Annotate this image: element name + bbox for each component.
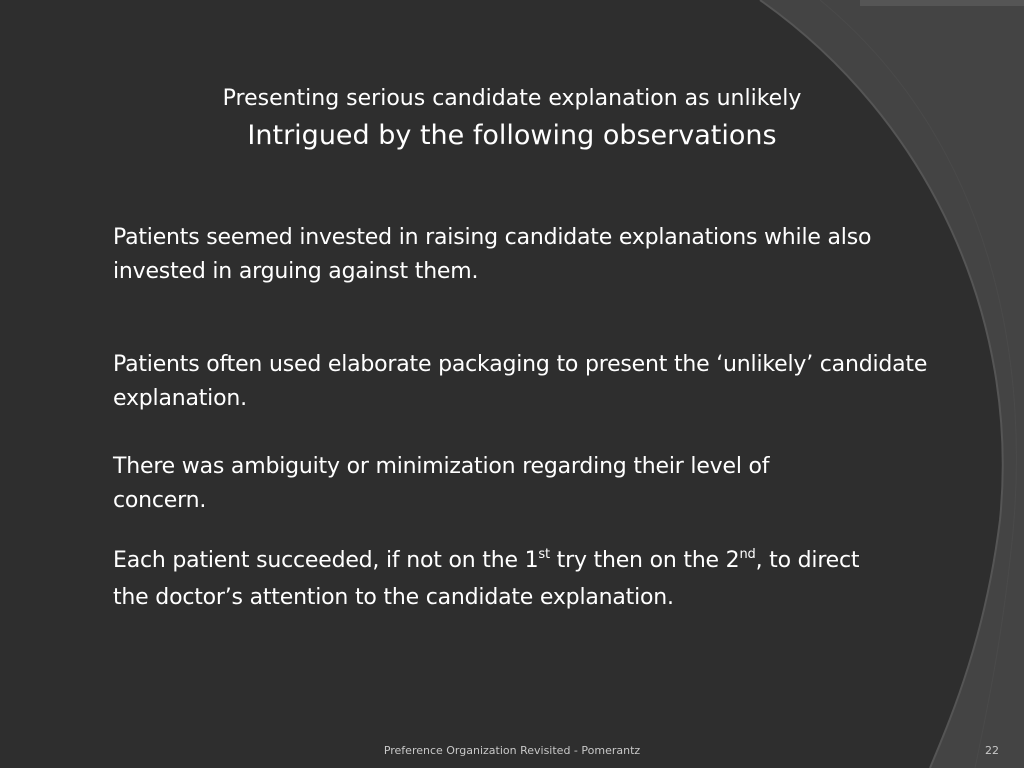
paragraph-4-text-part3: , to direct the doctor’s attention to the candidate explanation. [113,548,860,610]
observation-paragraph-2: Patients often used elaborate packaging to present the ‘unlikely’ candidate explanation. [113,352,928,411]
observation-paragraph-4 [113,544,873,615]
paragraph-4-text-part1: Each patient succeeded, if not on the 1 [113,548,539,573]
slide-footer: Preference Organization Revisited - Pomerantz [383,744,641,757]
ordinal-superscript-st: st [538,547,550,562]
observation-paragraph-3: There was ambiguity or minimization regarding their level of concern. [113,454,770,513]
slide-title: Intrigued by the following observations [247,120,777,151]
ordinal-superscript-nd: nd [739,547,756,562]
observation-paragraph-1: Patients seemed invested in raising candidate explanations while also invested in arguing against them. [113,225,872,284]
slide-page-number: 22 [985,744,999,757]
paragraph-4-text-part2: try then on the 2 [549,548,740,573]
slide-subtitle: Presenting serious candidate explanation as unlikely [222,86,802,111]
